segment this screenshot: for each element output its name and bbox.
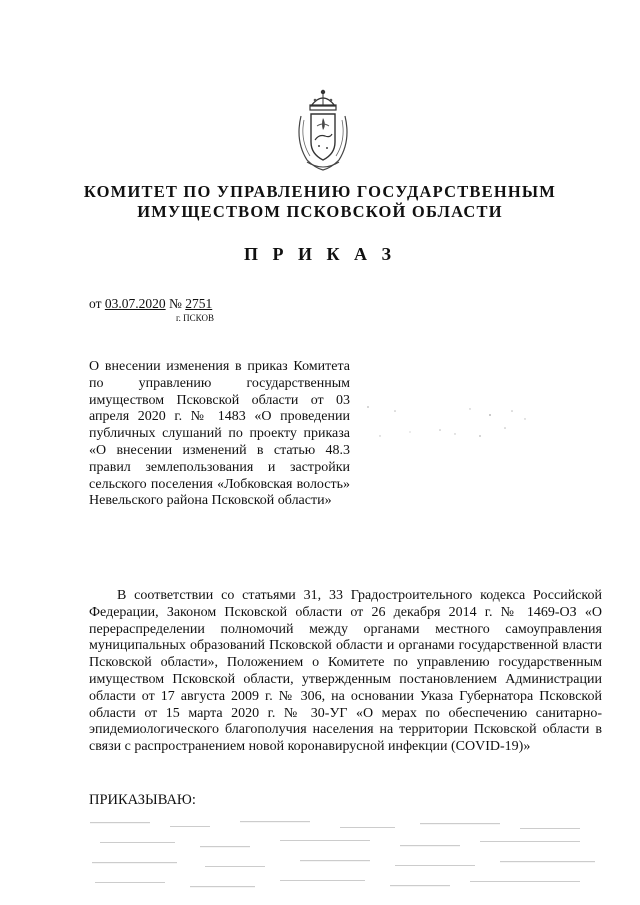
order-heading: ПРИКАЗЫВАЮ: — [89, 792, 196, 808]
number-sign: № — [168, 296, 182, 311]
preamble-paragraph: В соответствии со статьями 31, 33 Градостроительного кодекса Российской Федерации, Законом Псковской области от 26 декабря 2014 г. № 1469-ОЗ «О перераспределении полномочий между органами местного самоуправления муниципальных образований Псковской области и органами государственной власти Псковской области», Положением о Комитете по управлению государственным имуществом Псковской области, утвержденным постановлением Администрации области от 17 августа 2009 г. № 306, на основании Указа Губернатора Псковской области от 15 марта 2020 г. № 30-УГ «О мерах по обеспечению санитарно-эпидемиологического благополучия населения на территории Псковской области в связи с распространением новой коронавирусной инфекции (COVID-19)» — [89, 588, 602, 755]
order-number: 2751 — [185, 296, 213, 311]
date-number-line — [89, 296, 212, 312]
coat-of-arms-icon — [293, 86, 353, 172]
organization-name-line-2: ИМУЩЕСТВОМ ПСКОВСКОЙ ОБЛАСТИ — [137, 202, 503, 221]
organization-name-line-1: КОМИТЕТ ПО УПРАВЛЕНИЮ ГОСУДАРСТВЕННЫМ — [83, 182, 557, 201]
date-prefix: от — [89, 296, 102, 311]
order-subject: О внесении изменения в приказ Комитета по управлению государственным имуществом Псковской области от 03 апреля 2020 г. № 1483 «О проведении публичных слушаний по проекту приказа «О внесении изменений в статью 48.3 правил землепользования и застройки сельского поселения «Лобковская волость» Невельского района Псковской области» — [89, 359, 350, 509]
order-date: 03.07.2020 — [104, 296, 166, 311]
city-label: г. ПСКОВ — [176, 313, 214, 323]
document-type-title: П Р И К А З — [243, 244, 397, 264]
